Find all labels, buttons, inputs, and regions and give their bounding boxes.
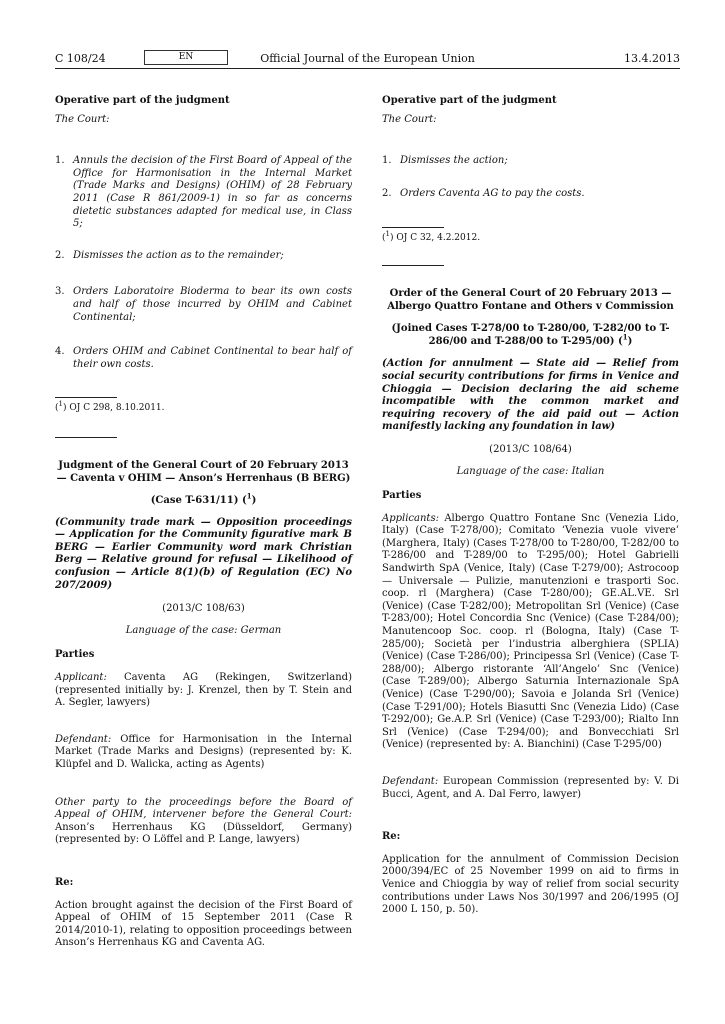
court-label: The Court: (382, 113, 437, 125)
item-number: 2. (55, 249, 65, 261)
issue-date: 13.4.2013 (624, 52, 680, 65)
case-text: (Case T-631/11) (150, 495, 239, 507)
list-item (55, 286, 352, 324)
footnote-mark: 1 (385, 230, 390, 239)
list-item (55, 250, 352, 263)
re-text: Application for the annulment of Commission Decision 2000/394/EC of 25 November 1999 on aid to firms in Venice and Chioggia by way of relief from social security contributions under Laws Nos 30/1997 and 206/1995 (OJ 2000 L 150, p. 50). (382, 853, 679, 916)
defendant-text: Office for Harmonisation in the Internal Market (Trade Marks and Designs) (represented by: K. Klüpfel and D. Walicka, acting as Agents) (55, 733, 352, 770)
judgment-title: Judgment of the General Court of 20 February 2013 — Caventa v OHIM — Anson’s Herrenhaus (B BERG) (56, 459, 351, 484)
re-text: Action brought against the decision of the First Board of Appeal of OHIM of 15 September 2011 (Case R 2014/2010-1), relating to opposition proceedings between Anson’s Herrenhaus KG and Caventa AG. (55, 899, 352, 949)
item-number: 1. (55, 155, 65, 167)
court-label: The Court: (55, 113, 110, 125)
applicant-label: Applicant: (55, 672, 107, 684)
item-text: Dismisses the action; (400, 155, 508, 167)
case-footnote-mark: 1 (622, 332, 628, 342)
case-language: Language of the case: German (125, 624, 282, 636)
list-item (55, 346, 352, 371)
re-heading: Re: (382, 831, 401, 843)
language-box: EN (144, 50, 228, 65)
case-number: (Case T-631/11) ($^1$) (150, 491, 257, 507)
footnote: ($^1$) OJ C 298, 8.10.2011. (55, 400, 165, 414)
applicants-label: Applicants: (382, 512, 439, 524)
defendant-paragraph (382, 776, 679, 801)
item-text: Dismisses the action as to the remainder; (73, 249, 284, 261)
parties-heading: Parties (55, 649, 95, 661)
order-title: Order of the General Court of 20 February 2013 — Albergo Quattro Fontane and Others v Commission (387, 287, 674, 312)
operative-heading: Operative part of the judgment (382, 95, 557, 106)
applicants-paragraph (382, 513, 679, 752)
list-item (382, 188, 679, 201)
footnote: ($^1$) OJ C 32, 4.2.2012. (382, 230, 481, 244)
left-column (55, 95, 352, 950)
footnote-rule (55, 397, 117, 398)
case-footnote-mark: 1 (246, 491, 252, 501)
re-heading: Re: (55, 876, 74, 888)
footnote-text: OJ C 298, 8.10.2011. (69, 403, 165, 414)
case-number: (Joined Cases T-278/00 to T-280/00, T-282/00 to T-286/00 and T-288/00 to T-295/00) ($^1$) (391, 323, 670, 347)
page-header (55, 48, 680, 69)
applicant-text: Caventa AG (Rekingen, Switzerland) (represented initially by: J. Krenzel, then by T. Stein and A. Segler, lawyers) (55, 672, 352, 709)
right-column (382, 95, 679, 917)
footnote-mark: 1 (58, 400, 63, 409)
case-text: (Joined Cases T-278/00 to T-280/00, T-282/00 to T-286/00 and T-288/00 to T-295/00) (391, 323, 670, 347)
item-text: Orders OHIM and Cabinet Continental to bear half of their own costs. (73, 346, 352, 370)
other-party-text: Anson’s Herrenhaus KG (Düsseldorf, Germany) (represented by: O Löffel and P. Lange, lawyers) (55, 821, 352, 846)
publication-reference: (2013/C 108/64) (489, 443, 572, 455)
item-text: Orders Caventa AG to pay the costs. (400, 187, 585, 199)
item-number: 1. (382, 155, 392, 167)
section-separator (382, 265, 444, 266)
item-number: 2. (382, 187, 392, 199)
other-party-paragraph (55, 797, 352, 847)
defendant-text: European Commission (represented by: V. Di Bucci, Agent, and A. Dal Ferro, lawyer) (382, 775, 679, 800)
page-reference: C 108/24 (55, 52, 106, 65)
footnote-text: OJ C 32, 4.2.2012. (396, 233, 481, 244)
list-item (382, 155, 679, 168)
case-summary: (Community trade mark — Opposition proceedings — Application for the Community figurative mark B BERG — Earlier Community word mark Christian Berg — Relative ground for refusal — Likelihood of confusion — Article 8(1)(b) of Regulation (EC) No 207/2009) (55, 516, 352, 591)
item-number: 3. (55, 286, 65, 298)
item-text: Orders Laboratoire Bioderma to bear its own costs and half of those incurred by OHIM and Cabinet Continental; (73, 286, 352, 323)
defendant-paragraph (55, 734, 352, 772)
journal-title: Official Journal of the European Union (260, 52, 475, 65)
case-summary: (Action for annulment — State aid — Relief from social security contributions for firms in Venice and Chioggia — Decision declaring the aid scheme incompatible with the common market and requiring recovery of the aid paid out — Action manifestly lacking any foundation in law) (382, 358, 679, 433)
section-separator (55, 437, 117, 438)
applicant-paragraph (55, 672, 352, 710)
publication-reference: (2013/C 108/63) (162, 603, 245, 615)
defendant-label: Defendant: (55, 733, 112, 745)
other-party-label: Other party to the proceedings before the Board of Appeal of OHIM, intervener before the General Court: (55, 796, 352, 821)
footnote-rule (382, 227, 444, 228)
list-item (55, 155, 352, 231)
item-number: 4. (55, 346, 65, 358)
item-text: Annuls the decision of the First Board of Appeal of the Office for Harmonisation in the Internal Market (Trade Marks and Designs) (OHIM) of 28 February 2011 (Case R 861/2009-1) in so far as concerns dietetic substances adapted for medical use, in Class 5; (73, 155, 352, 230)
applicants-text: Albergo Quattro Fontane Snc (Venezia Lido, Italy) (Case T-278/00); Comitato ‘Venezia vuole vivere’ (Marghera, Italy) (Cases T-278/00 to T-280/00, T-282/00 to T-286/00 and T-289/00 to T-295/00); Hotel Gabrielli Sandwirth SpA (Venice, Italy) (Case T-279/00); Astrocoop — Universale — Pulizie, manutenzioni e trasporti Soc. coop. rl (Marghera) (Case T-280/00); GE.AL.VE. Srl (Venice) (Case T-282/00); Metropolitan Srl (Venice) (Case T-283/00); Hotel Concordia Snc (Venice) (Case T-284/00); Manutencoop Soc. coop. rl (Bologna, Italy) (Case T-285/00); Società per l’industria alberghiera (SPLIA) (Venice) (Case T-286/00); Principessa Srl (Venice) (Case T-288/00); Albergo ristorante ‘All’Angelo’ Snc (Venice) (Case T-289/00); Albergo Saturnia Internazionale SpA (Venice) (Case T-290/00); Savoia e Jolanda Srl (Venice) (Case T-291/00); Hotels Biasutti Snc (Venezia Lido) (Case T-292/00); Ge.A.P. Srl (Venice) (Case T-293/00); Rialto Inn Srl (Venice) (Case T-294/00); and Bonvecchiati Srl (Venice) (represented by: A. Bianchini) (Case T-295/00) (382, 512, 679, 751)
defendant-label: Defendant: (382, 775, 439, 787)
case-language: Language of the case: Italian (456, 465, 605, 477)
operative-heading: Operative part of the judgment (55, 95, 230, 106)
parties-heading: Parties (382, 490, 422, 502)
